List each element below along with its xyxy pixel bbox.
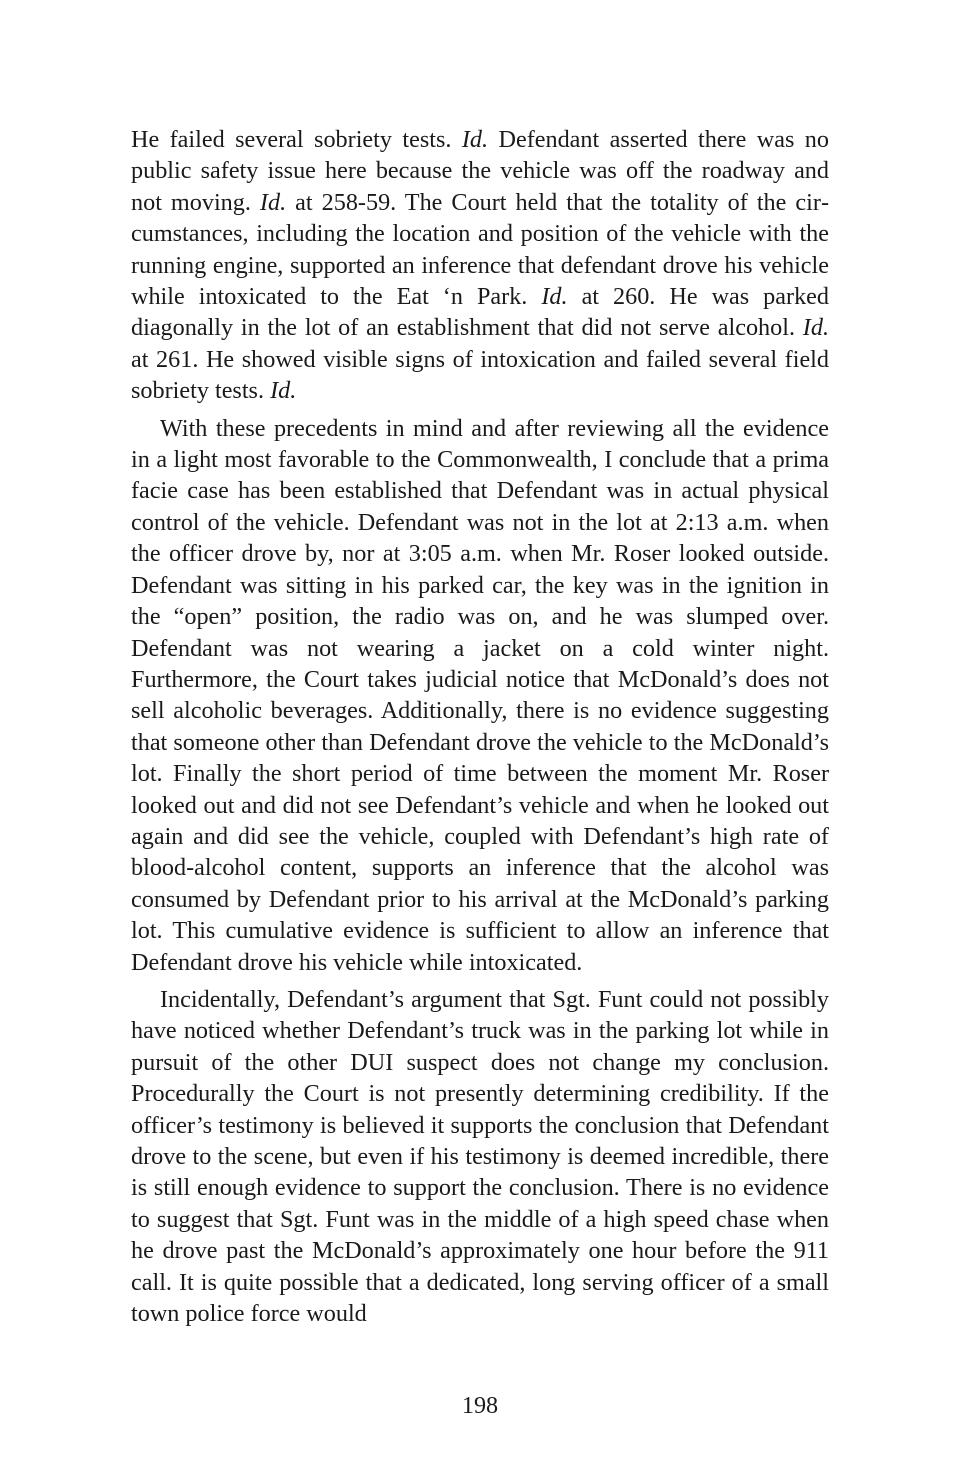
paragraph (131, 984, 829, 1329)
citation-id: Id. (270, 377, 297, 405)
text-run: With these precedents in mind and after reviewing all the evidence in a light most favorable to the Commonwealth, I conclude that a prima facie case has been established that Defendant was in actual physical control of the vehicle. Defendant was not in the lot at 2:13 a.m. when the officer drove by, nor at 3:05 a.m. when Mr. Roser looked outside. Defendant was sitting in his parked car, the key was in the ignition in the “open” position, the radio was on, and he was slumped over. Defendant was not wearing a jacket on a cold winter night. Furthermore, the Court takes judicial notice that McDonald’s does not sell alcoholic beverages. Additionally, there is no evidence suggesting that someone other than Defendant drove the vehicle to the McDonald’s lot. Finally the short period of time between the moment Mr. Roser looked out and did not see Defendant’s vehicle and when he looked out again and did see the vehicle, coupled with Defendant’s high rate of blood-alcohol content, supports an inference that the alcohol was consumed by Defendant prior to his arrival at the McDonald’s parking lot. This cumulative evidence is sufficient to allow an inference that Defendant drove his vehicle while intoxicated. (131, 414, 829, 976)
text-run: Defendant asserted there was no public safety issue here because the vehicle was off the roadway and not moving. (131, 126, 829, 216)
text-run: at 261. He showed visible signs of intoxication and failed several field sobriety tests. (131, 345, 829, 405)
paragraph (131, 413, 829, 978)
text-run: Incidentally, Defendant’s argument that Sgt. Funt could not possibly have noticed whether Defendant’s truck was in the parking lot while in pursuit of the other DUI suspect does not change my conclusion. Procedurally the Court is not presently determining credibility. If the officer’s testimony is believed it supports the conclusion that Defendant drove to the scene, but even if his testimony is deemed incredible, there is still enough evidence to support the conclusion. There is no evidence to suggest that Sgt. Funt was in the middle of a high speed chase when he drove past the McDonald’s approximately one hour before the 911 call. It is quite possible that a dedicated, long serving officer of a small town police force would (131, 985, 829, 1328)
citation-id: Id. (461, 126, 489, 153)
citation-id: Id. (541, 283, 568, 311)
page-number: 198 (461, 1392, 499, 1419)
citation-id: Id. (802, 314, 829, 342)
text-run: He failed several sobriety tests. (131, 126, 462, 153)
page-body (131, 124, 829, 1329)
text-run: at 260. He was parked diagonally in the lot of an establishment that did not serve alcohol. (131, 283, 829, 342)
paragraph-continued (131, 124, 829, 407)
citation-id: Id. (259, 188, 287, 216)
text-run: at 258-59. The Court held that the totality of the circumstances, including the location and position of the vehicle with the running engine, supported an inference that defendant drove his vehicle while intoxicated to the Eat ‘n Park. (131, 188, 829, 311)
